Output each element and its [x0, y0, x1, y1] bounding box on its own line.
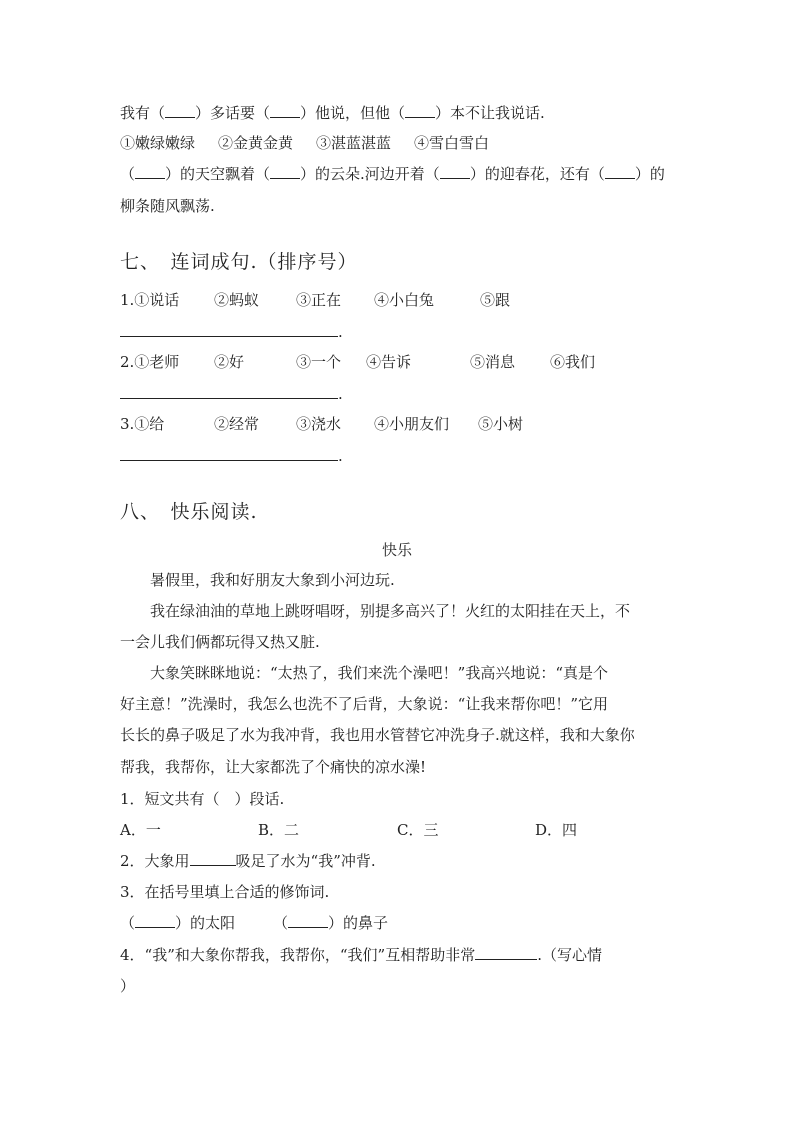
text: ）的太阳	[175, 914, 236, 932]
text: （	[273, 914, 289, 932]
question-3-items	[120, 913, 388, 933]
question-1: 1．短文共有（ ）段话.	[120, 790, 285, 808]
answer-underline[interactable]	[120, 446, 338, 461]
answer-underline[interactable]	[120, 384, 338, 399]
answer-blank[interactable]	[135, 164, 165, 179]
word-options	[120, 133, 489, 153]
question-4	[120, 945, 602, 965]
text: 吸足了水为“我”冲背.	[235, 852, 376, 870]
answer-line-1[interactable]	[120, 322, 343, 342]
answer-blank[interactable]	[135, 913, 175, 928]
word-item: ⑤消息	[470, 353, 516, 371]
reorder-q1	[120, 290, 510, 310]
passage-para-3-cont: 长长的鼻子吸足了水为我冲背，我也用水管替它冲洗身子.就这样，我和大象你	[120, 726, 635, 744]
option-b[interactable]: B．二	[258, 821, 300, 839]
answer-blank[interactable]	[190, 851, 236, 866]
question-4-cont: ）	[120, 977, 136, 995]
passage-title: 快乐	[381, 541, 412, 559]
passage-para-1: 暑假里，我和好朋友大象到小河边玩.	[150, 571, 395, 589]
text: ）多话要（	[195, 104, 271, 122]
word-item: ④告诉	[366, 353, 412, 371]
text: ）他说，但他（	[300, 104, 406, 122]
word-item: ⑤小树	[478, 415, 524, 433]
answer-blank[interactable]	[605, 164, 635, 179]
option-a[interactable]: A．一	[120, 821, 161, 839]
word-item: ④小朋友们	[374, 415, 450, 433]
section-8-heading: 八、 快乐阅读.	[120, 501, 258, 523]
reorder-q3	[120, 414, 523, 434]
word-item: ②好	[214, 353, 245, 371]
option-item: ③湛蓝湛蓝	[316, 134, 392, 152]
answer-blank[interactable]	[165, 103, 195, 118]
passage-para-2-cont: 一会儿我们俩都玩得又热又脏.	[120, 633, 320, 651]
word-item: ⑥我们	[550, 353, 596, 371]
fill-sentence-1	[120, 103, 545, 123]
passage-para-2: 我在绿油油的草地上跳呀唱呀，别提多高兴了！火红的太阳挂在天上，不	[150, 602, 631, 620]
text: ）的鼻子	[328, 914, 389, 932]
text: 我有（	[120, 104, 166, 122]
word-item: ④小白兔	[374, 291, 435, 309]
answer-blank[interactable]	[288, 913, 328, 928]
text: ）的天空飘着（	[165, 165, 271, 183]
text: 4．“我”和大象你帮我，我帮你，“我们”互相帮助非常	[120, 946, 476, 964]
option-item: ①嫩绿嫩绿	[120, 134, 196, 152]
answer-line-3[interactable]	[120, 446, 343, 466]
text: .（写心情	[537, 946, 603, 964]
word-item: ③浇水	[296, 415, 342, 433]
period: .	[338, 385, 343, 403]
passage-para-3-cont: 帮我，我帮你，让大家都洗了个痛快的凉水澡!	[120, 758, 427, 776]
section-7-heading: 七、 连词成句.（排序号）	[120, 251, 358, 273]
answer-blank[interactable]	[270, 164, 300, 179]
answer-underline[interactable]	[120, 322, 338, 337]
fill-sentence-2	[120, 164, 665, 184]
text: （	[120, 914, 136, 932]
text: ）的	[634, 165, 665, 183]
text: 2．大象用	[120, 852, 190, 870]
option-c[interactable]: C．三	[397, 821, 439, 839]
word-item: ③正在	[296, 291, 342, 309]
fill-sentence-2-cont: 柳条随风飘荡.	[120, 197, 215, 215]
text: ）的迎春花，还有（	[469, 165, 605, 183]
passage-para-3-cont: 好主意！”洗澡时，我怎么也洗不了后背，大象说：“让我来帮你吧！”它用	[120, 695, 609, 713]
answer-blank[interactable]	[405, 103, 435, 118]
answer-blank[interactable]	[270, 103, 300, 118]
answer-blank[interactable]	[440, 164, 470, 179]
answer-line-2[interactable]	[120, 384, 343, 404]
text: ）本不让我说话.	[435, 104, 545, 122]
answer-blank[interactable]	[475, 945, 537, 960]
word-item: 1.①说话	[120, 291, 180, 309]
word-item: ②蚂蚁	[214, 291, 260, 309]
period: .	[338, 323, 343, 341]
option-item: ②金黄金黄	[218, 134, 294, 152]
question-1-options	[120, 820, 577, 840]
text: ）的云朵.河边开着（	[300, 165, 440, 183]
reorder-q2	[120, 352, 595, 372]
passage-para-3: 大象笑眯眯地说：“太热了，我们来洗个澡吧！”我高兴地说：“真是个	[150, 664, 609, 682]
word-item: 2.①老师	[120, 353, 180, 371]
question-2	[120, 851, 376, 871]
word-item: ②经常	[214, 415, 260, 433]
option-item: ④雪白雪白	[414, 134, 490, 152]
option-d[interactable]: D．四	[535, 821, 578, 839]
word-item: ⑤跟	[480, 291, 511, 309]
word-item: 3.①给	[120, 415, 165, 433]
text: （	[120, 165, 136, 183]
word-item: ③一个	[296, 353, 342, 371]
question-3: 3．在括号里填上合适的修饰词.	[120, 883, 330, 901]
period: .	[338, 447, 343, 465]
